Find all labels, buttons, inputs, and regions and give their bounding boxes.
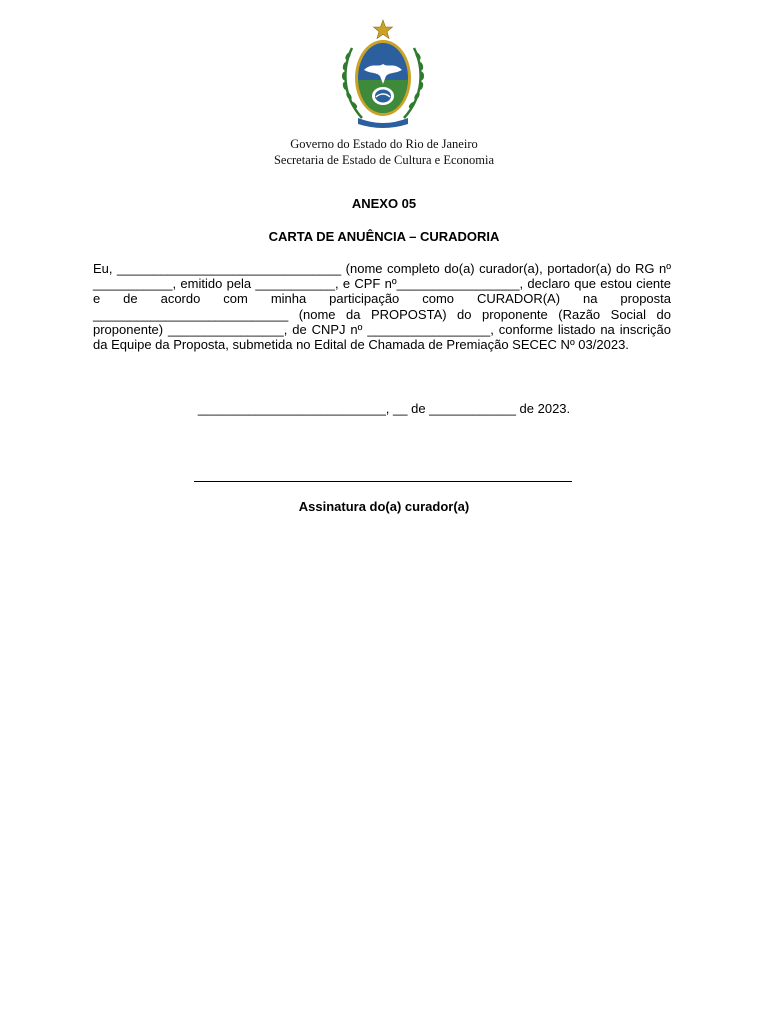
declaration-paragraph: Eu, _______________________________ (nome completo do(a) curador(a), portador(a) do RG nº ___________, emitido pela ___________, e CPF nº_________________, declaro que estou ciente e de acordo com minha participação como CURADOR(A) na proposta ___________________________ (nome da PROPOSTA) do proponente (Razão Social do proponente) ________________, de CNPJ nº _________________, conforme listado na inscrição da Equipe da Proposta, submetida no Edital de Chamada de Premiação SECEC Nº 03/2023. [93, 261, 671, 353]
government-name: Governo do Estado do Rio de Janeiro [290, 137, 478, 151]
signature-label: Assinatura do(a) curador(a) [298, 499, 470, 514]
document-title: CARTA DE ANUÊNCIA – CURADORIA [268, 229, 500, 244]
rio-de-janeiro-coat-of-arms-icon [334, 18, 432, 130]
date-line: __________________________, __ de ____________ de 2023. [197, 401, 571, 416]
secretariat-name: Secretaria de Estado de Cultura e Economia [273, 153, 495, 167]
signature-line [194, 481, 572, 482]
annex-heading: ANEXO 05 [351, 196, 417, 211]
